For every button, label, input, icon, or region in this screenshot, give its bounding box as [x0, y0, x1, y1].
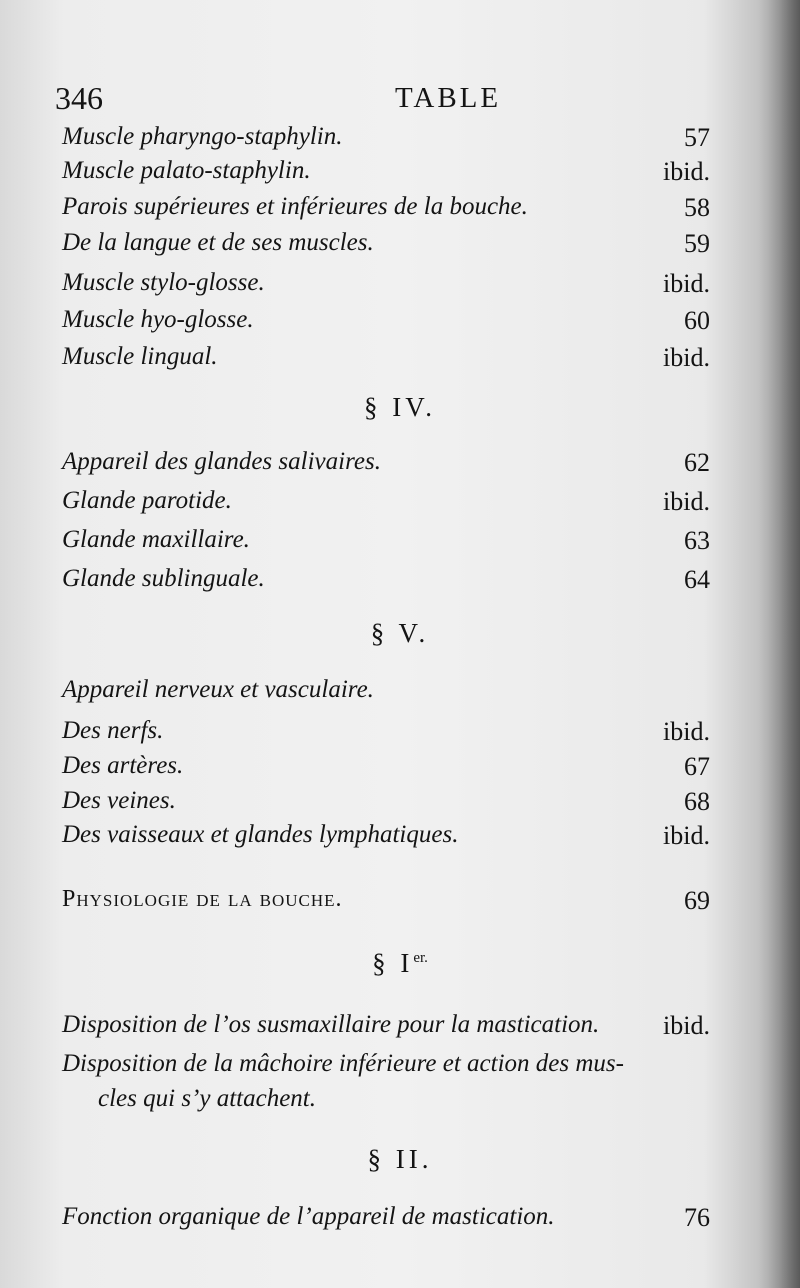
toc-entry	[62, 343, 710, 383]
entry-page: ibid.	[663, 821, 710, 850]
toc-entry	[62, 717, 710, 757]
toc-entry	[62, 886, 710, 926]
toc-entry	[62, 565, 710, 605]
entry-page: 68	[684, 787, 710, 816]
entry-title: Des veines.	[62, 787, 176, 814]
toc-entry	[62, 229, 710, 269]
entry-title: Disposition de l’os susmaxillaire pour la mastication.	[62, 1011, 600, 1038]
entry-page: 62	[684, 448, 710, 477]
entry-title: Glande maxillaire.	[62, 526, 250, 553]
entry-title: Muscle palato-staphylin.	[62, 157, 311, 184]
toc-entry	[62, 448, 710, 488]
section-heading: § II.	[367, 1144, 433, 1174]
toc-entry	[62, 752, 710, 792]
entry-title: Disposition de la mâchoire inférieure et action des mus-	[62, 1050, 624, 1077]
toc-entry	[62, 1011, 710, 1051]
entry-title: De la langue et de ses muscles.	[62, 229, 374, 256]
toc-entry	[62, 1203, 710, 1243]
entry-page: 64	[684, 565, 710, 594]
entry-page: 69	[684, 886, 710, 915]
toc-entry	[62, 821, 710, 861]
section-heading-sup: er.	[413, 950, 428, 966]
entry-page: ibid.	[663, 717, 710, 746]
entry-page: 57	[684, 123, 710, 152]
entry-page: 58	[684, 193, 710, 222]
entry-page: ibid.	[663, 157, 710, 186]
toc-entry	[62, 193, 710, 233]
entry-title-continuation: cles qui s’y attachent.	[98, 1085, 316, 1112]
running-head: TABLE	[395, 82, 502, 114]
entry-page: ibid.	[663, 343, 710, 372]
entry-title: Appareil des glandes salivaires.	[62, 448, 381, 475]
entry-title: Glande sublinguale.	[62, 565, 265, 592]
entry-page: 59	[684, 229, 710, 258]
entry-title: Muscle hyo-glosse.	[62, 306, 254, 333]
page-number: 346	[55, 80, 103, 116]
toc-entry	[62, 676, 710, 716]
entry-page: ibid.	[663, 487, 710, 516]
entry-title: Muscle pharyngo-staphylin.	[62, 123, 343, 150]
entry-title: Muscle stylo-glosse.	[62, 269, 265, 296]
entry-title: Appareil nerveux et vasculaire.	[62, 676, 374, 703]
entry-title: Des artères.	[62, 752, 184, 779]
entry-title: Des vaisseaux et glandes lymphatiques.	[62, 821, 459, 848]
entry-page: 67	[684, 752, 710, 781]
toc-entry	[62, 157, 710, 197]
entry-title: Parois supérieures et inférieures de la bouche.	[62, 193, 528, 220]
entry-page: ibid.	[663, 269, 710, 298]
page-header	[55, 80, 745, 124]
entry-title: Des nerfs.	[62, 717, 164, 744]
toc-entry	[62, 526, 710, 566]
entry-page: ibid.	[663, 1011, 710, 1040]
section-heading: § V.	[370, 618, 430, 648]
entry-title: Glande parotide.	[62, 487, 232, 514]
entry-page: 63	[684, 526, 710, 555]
section-heading: § IV.	[363, 392, 436, 422]
entry-title: Muscle lingual.	[62, 343, 218, 370]
toc-entry	[62, 269, 710, 309]
entry-title: Physiologie de la bouche.	[62, 886, 343, 912]
toc-entry	[62, 306, 710, 346]
section-heading-text: § I	[372, 948, 414, 978]
section-heading	[0, 948, 800, 979]
entry-page: 76	[684, 1203, 710, 1232]
entry-title: Fonction organique de l’appareil de mastication.	[62, 1203, 555, 1230]
toc-entry	[62, 487, 710, 527]
entry-page: 60	[684, 306, 710, 335]
toc-entry-wrapped	[62, 1046, 724, 1116]
